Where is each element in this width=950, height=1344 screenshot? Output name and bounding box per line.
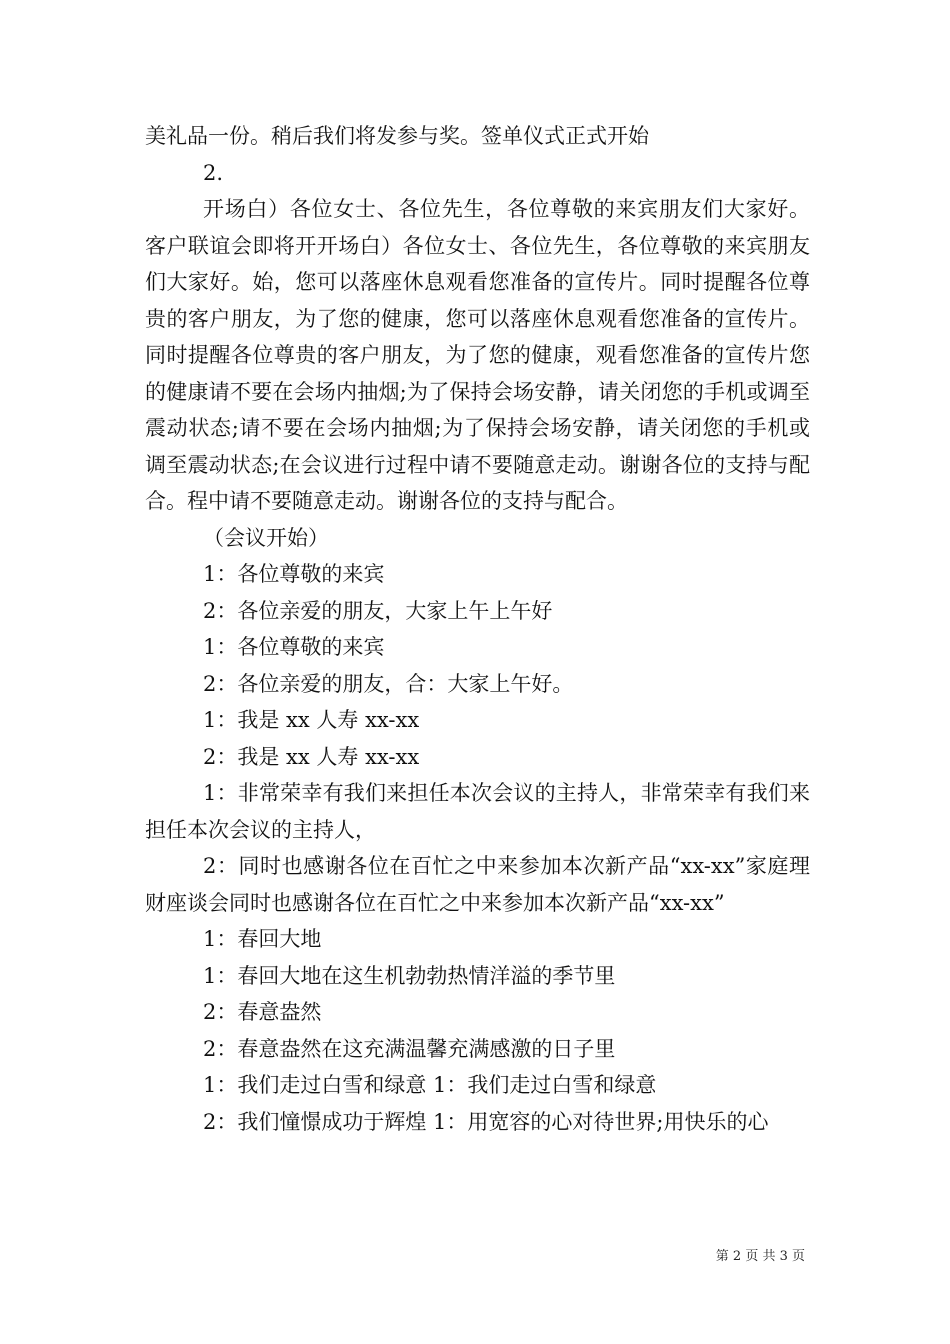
paragraph-6: 2：各位亲爱的朋友，大家上午上午好 <box>203 598 553 623</box>
page-number-footer: 第 2 页 共 3 页 <box>715 1249 805 1264</box>
paragraph-9: 1：我是 xx 人寿 xx-xx <box>203 708 420 732</box>
paragraph-12: 2：同时也感谢各位在百忙之中来参加本次新产品“xx-xx”家庭理财座谈会同时也感谢各位在百忙之中来参加本次新产品“xx-xx” <box>145 854 810 915</box>
paragraph-15: 2：春意盎然 <box>203 1000 322 1024</box>
paragraph-14: 1：春回大地在这生机勃勃热情洋溢的季节里 <box>203 963 616 988</box>
paragraph-17: 1：我们走过白雪和绿意 1：我们走过白雪和绿意 <box>203 1073 657 1097</box>
paragraph-2: 2. <box>203 160 224 185</box>
paragraph-13: 1：春回大地 <box>203 927 322 951</box>
document-body <box>145 118 810 1140</box>
paragraph-5: 1：各位尊敬的来宾 <box>203 562 385 586</box>
paragraph-1: 美礼品一份。稍后我们将发参与奖。签单仪式正式开始 <box>145 124 649 148</box>
paragraph-4: （会议开始） <box>203 525 329 550</box>
paragraph-7: 1：各位尊敬的来宾 <box>203 635 385 659</box>
paragraph-8: 2：各位亲爱的朋友，合：大家上午好。 <box>203 671 574 696</box>
paragraph-18: 2：我们憧憬成功于辉煌 1：用宽容的心对待世界;用快乐的心 <box>203 1109 769 1134</box>
paragraph-3: 开场白）各位女士、各位先生，各位尊敬的来宾朋友们大家好。客户联谊会即将开开场白）各位女士、各位先生，各位尊敬的来宾朋友们大家好。始，您可以落座休息观看您准备的宣传片。同时提醒各位尊贵的客户朋友，为了您的健康，您可以落座休息观看您准备的宣传片。同时提醒各位尊贵的客户朋友，为了您的健康，观看您准备的宣传片您的健康请不要在会场内抽烟;为了保持会场安静，请关闭您的手机或调至震动状态;请不要在会场内抽烟;为了保持会场安静，请关闭您的手机或调至震动状态;在会议进行过程中请不要随意走动。谢谢各位的支持与配合。程中请不要随意走动。谢谢各位的支持与配合。 <box>145 197 810 513</box>
paragraph-10: 2：我是 xx 人寿 xx-xx <box>203 744 420 769</box>
paragraph-11: 1：非常荣幸有我们来担任本次会议的主持人，非常荣幸有我们来担任本次会议的主持人， <box>145 781 810 842</box>
paragraph-16: 2：春意盎然在这充满温馨充满感激的日子里 <box>203 1036 616 1061</box>
